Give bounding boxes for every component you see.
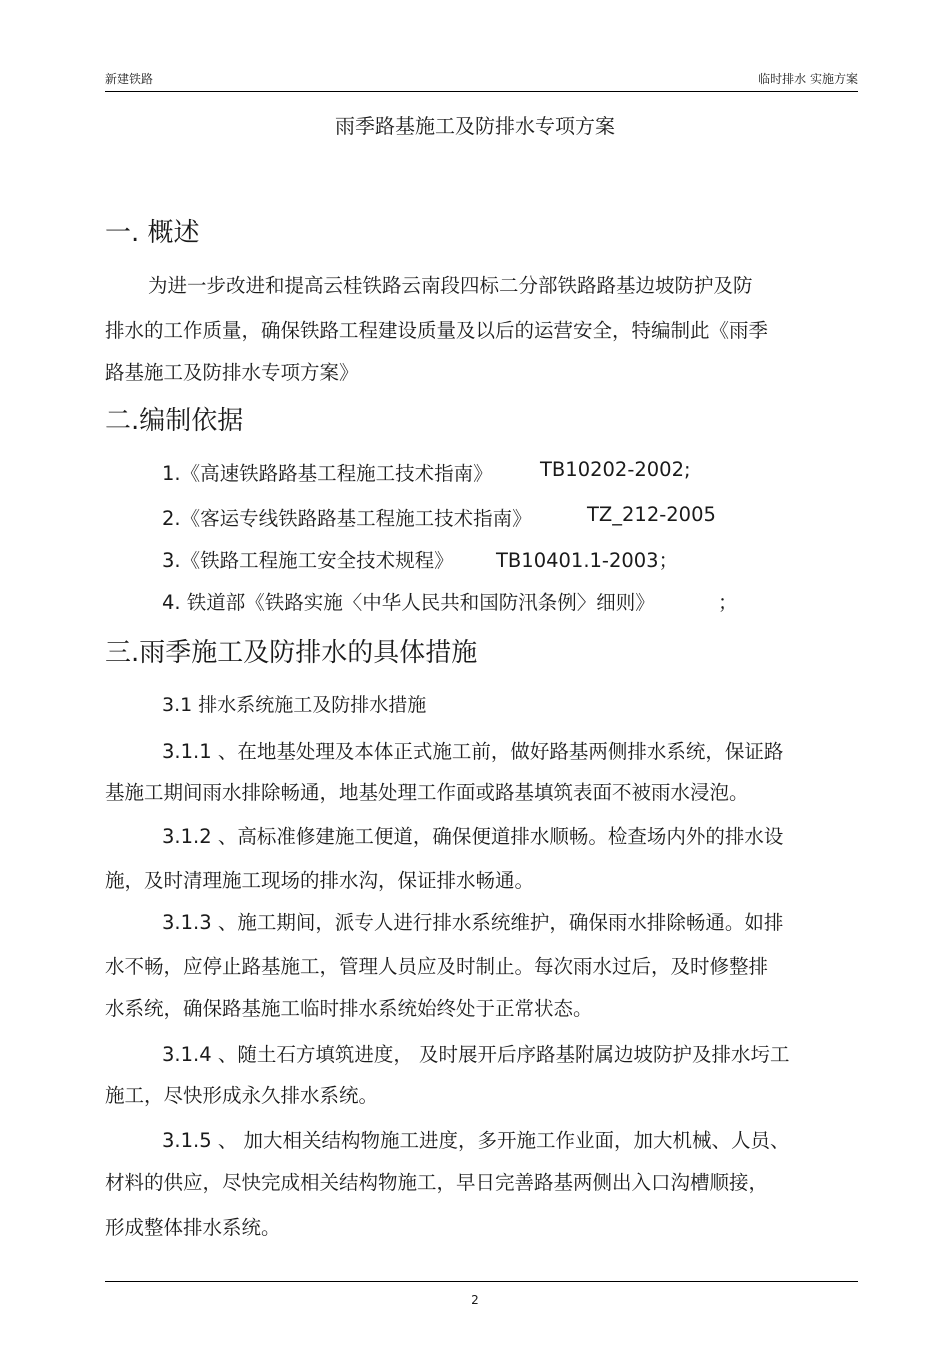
section-3-heading: 三.雨季施工及防排水的具体措施 <box>105 638 478 668</box>
measure-line: 材料的供应，尽快完成相关结构物施工，早日完善路基两侧出入口沟槽顺接， <box>105 1171 769 1194</box>
section-2-heading: 二.编制依据 <box>105 406 244 436</box>
measure-line: 施，及时清理施工现场的排水沟，保证排水畅通。 <box>105 869 535 892</box>
reference-code: TZ_212-2005 <box>587 503 716 526</box>
reference-code: ； <box>718 591 738 614</box>
subsection-heading: 3.1 排水系统施工及防排水措施 <box>162 694 427 716</box>
reference-title: 1.《高速铁路路基工程施工技术指南》 <box>162 462 493 485</box>
measure-line: 3.1.3 、施工期间，派专人进行排水系统维护，确保雨水排除畅通。如排 <box>162 911 784 934</box>
document-title: 雨季路基施工及防排水专项方案 <box>335 114 615 138</box>
measure-line: 施工，尽快形成永久排水系统。 <box>105 1084 379 1107</box>
measure-line: 3.1.5 、 加大相关结构物施工进度，多开施工作业面，加大机械、人员、 <box>162 1129 790 1152</box>
section-1-heading: 一. 概述 <box>105 218 200 248</box>
measure-line: 水不畅，应停止路基施工，管理人员应及时制止。每次雨水过后，及时修整排 <box>105 955 769 978</box>
measure-line: 基施工期间雨水排除畅通，地基处理工作面或路基填筑表面不被雨水浸泡。 <box>105 781 749 804</box>
measure-line: 3.1.4 、随土石方填筑进度， 及时展开后序路基附属边坡防护及排水圬工 <box>162 1043 790 1066</box>
measure-line: 水系统，确保路基施工临时排水系统始终处于正常状态。 <box>105 997 593 1020</box>
header-right: 临时排水 实施方案 <box>758 72 858 86</box>
header-left: 新建铁路 <box>105 72 154 86</box>
paragraph-line: 排水的工作质量，确保铁路工程建设质量及以后的运营安全，特编制此《雨季 <box>105 319 769 342</box>
reference-code: TB10401.1-2003； <box>496 549 679 572</box>
reference-title: 2.《客运专线铁路路基工程施工技术指南》 <box>162 507 532 530</box>
measure-line: 形成整体排水系统。 <box>105 1216 281 1239</box>
reference-code: TB10202-2002; <box>540 458 691 481</box>
paragraph-line: 路基施工及防排水专项方案》 <box>105 361 359 384</box>
measure-line: 3.1.2 、高标准修建施工便道，确保便道排水顺畅。检查场内外的排水设 <box>162 825 784 848</box>
measure-line: 3.1.1 、在地基处理及本体正式施工前，做好路基两侧排水系统，保证路 <box>162 740 784 763</box>
paragraph-line: 为进一步改进和提高云桂铁路云南段四标二分部铁路路基边坡防护及防 <box>148 274 753 297</box>
reference-title: 4. 铁道部《铁路实施〈中华人民共和国防汛条例〉细则》 <box>162 591 655 614</box>
footer-rule <box>105 1281 858 1282</box>
page-number: 2 <box>471 1293 479 1307</box>
reference-title: 3.《铁路工程施工安全技术规程》 <box>162 549 454 572</box>
header-rule <box>105 91 858 92</box>
